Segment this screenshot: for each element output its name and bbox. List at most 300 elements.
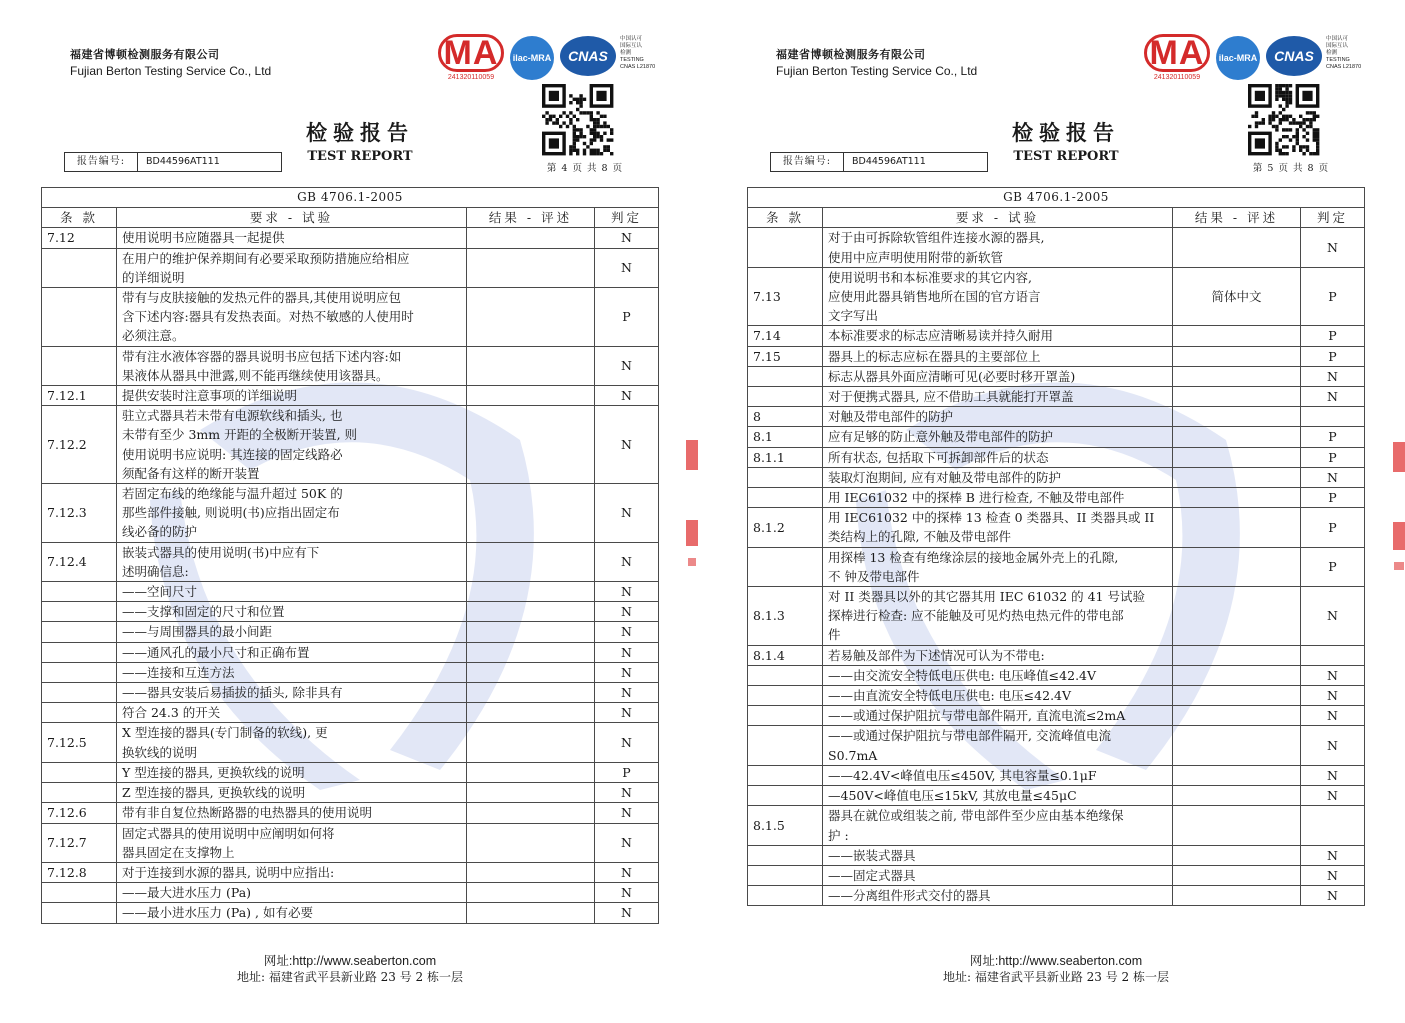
result-cell [467,703,595,723]
result-cell [467,903,595,923]
requirement-line: 对于由可拆除软管组件连接水源的器具, [828,230,1045,246]
report-title-en: TEST REPORT [1013,149,1119,164]
verdict-cell: N [595,406,659,484]
table-row [42,762,659,782]
result-cell [467,662,595,682]
verdict-cell: N [595,542,659,581]
requirement-cell [823,228,1173,267]
verdict-cell: P [1301,267,1365,326]
requirement-line: 器具固定在支撑物上 [122,844,235,860]
table-row [748,786,1365,806]
requirement-line: 件 [828,627,841,643]
clause-cell: 7.13 [748,267,823,326]
requirement-cell [117,484,467,543]
column-header: 要求 - 试验 [823,208,1173,228]
footer-url: 网址:http://www.seaberton.com [263,954,437,968]
cnas-side-line: TESTING [1326,57,1350,63]
verdict-cell: N [1301,228,1365,267]
report-number-value: BD44596AT111 [852,156,926,167]
table-row [42,582,659,602]
clause-cell [42,683,117,703]
requirement-line: 嵌装式器具的使用说明(书)中应有下 [122,544,320,560]
column-header: 结果 - 评述 [467,208,595,228]
requirement-line: S0.7mA [828,747,878,763]
requirement-line: 对 II 类器具以外的其它器其用 IEC 61032 的 41 号试验 [828,589,1145,605]
result-cell [1173,865,1301,885]
requirement-line: ——与周围器具的最小间距 [122,624,273,640]
table-row [748,407,1365,427]
requirement-cell [117,602,467,622]
requirement-line: —450V<峰值电压≤15kV, 其放电量≤45μC [828,788,1077,804]
cnas-side-line: TESTING [620,57,644,63]
qr-code-icon [542,84,618,156]
result-cell [1173,228,1301,267]
result-cell [467,683,595,703]
report-title [290,117,430,164]
table-row [42,542,659,581]
table-row [748,427,1365,447]
result-cell [1173,326,1301,346]
clause-cell: 7.12.1 [42,386,117,406]
table-row [748,645,1365,665]
verdict-cell: N [1301,387,1365,407]
verdict-cell: N [1301,765,1365,785]
column-header: 判定 [595,208,659,228]
table-row [748,665,1365,685]
company-name-cn: 福建省博顿检测服务有限公司 [776,48,926,61]
verdict-cell: N [595,823,659,862]
table-header [42,208,659,228]
requirement-line: 若易触及部件为下述情况可认为不带电: [828,647,1045,663]
requirement-line: 用探棒 13 检查有绝缘涂层的接地金属外壳上的孔隙, [828,549,1119,565]
requirement-cell [823,387,1173,407]
requirement-line: 应使用此器具销售地所在国的官方语言 [828,289,1041,305]
requirement-line: 线必备的防护 [122,524,198,540]
requirement-line: Z 型连接的器具, 更换软线的说明 [122,785,306,801]
ma-logo-icon [1144,34,1210,82]
verdict-cell: N [595,622,659,642]
clause-cell: 7.12.8 [42,862,117,882]
report-table [747,187,1365,906]
verdict-cell: P [1301,488,1365,508]
table-row [748,346,1365,366]
standard-row [748,188,1365,208]
table-row [42,883,659,903]
clause-cell: 7.12.3 [42,484,117,543]
result-cell [467,386,595,406]
ma-logo-text: MA [438,34,504,72]
requirement-line: 在用户的维护保养期间有必要采取预防措施应给相应 [122,250,410,266]
table-row [42,248,659,287]
report-page-5 [726,0,1386,1023]
requirement-line: 未带有至少 3mm 开距的全极断开装置, 则 [122,427,358,443]
qr-code-icon [1248,84,1324,156]
requirement-cell [823,407,1173,427]
result-cell [1173,587,1301,646]
requirement-line: 类结构上的孔隙, 不触及带电部件 [828,529,1011,545]
requirement-line: 使用说明书和本标准要求的其它内容, [828,269,1032,285]
verdict-cell [1301,407,1365,427]
verdict-cell: N [595,883,659,903]
clause-cell [42,582,117,602]
requirement-cell [823,765,1173,785]
clause-cell [42,662,117,682]
result-cell [1173,467,1301,487]
verdict-cell: N [1301,786,1365,806]
clause-cell: 8.1 [748,427,823,447]
requirement-line: 对触及带电部件的防护 [828,409,954,425]
requirement-cell [823,786,1173,806]
clause-cell [748,488,823,508]
requirement-line: ——最小进水压力 (Pa) , 如有必要 [122,905,313,921]
clause-cell [42,642,117,662]
cnas-side-line: CNAS L21870 [1326,64,1362,70]
result-cell [467,723,595,762]
requirement-cell [823,706,1173,726]
verdict-cell: N [1301,865,1365,885]
clause-cell [748,886,823,906]
requirement-line: ——连接和互连方法 [122,664,235,680]
requirement-line: ——由交流安全特低电压供电: 电压峰值≤42.4V [828,667,1097,683]
result-cell [1173,346,1301,366]
verdict-cell: N [595,683,659,703]
result-cell [467,883,595,903]
table-row [748,387,1365,407]
page-number: 第 4 页 共 8 页 [546,163,624,174]
report-number-value: BD44596AT111 [146,156,220,167]
result-cell [1173,665,1301,685]
requirement-cell [823,547,1173,586]
standard-code: GB 4706.1-2005 [748,188,1365,208]
ma-logo-text: MA [1144,34,1210,72]
requirement-line: 述明确信息: [122,563,189,579]
table-row [748,267,1365,326]
result-cell [467,484,595,543]
table-row [42,484,659,543]
requirement-cell [117,248,467,287]
verdict-cell: N [595,228,659,248]
result-cell [1173,706,1301,726]
ma-number: 241320110059 [1153,74,1201,81]
table-row [748,706,1365,726]
requirement-cell [117,542,467,581]
result-cell [1173,508,1301,547]
report-title [996,117,1136,164]
result-cell [1173,726,1301,765]
clause-cell: 7.12.5 [42,723,117,762]
column-header: 条 款 [42,208,117,228]
requirement-line: 果液体从器具中泄露,则不能再继续使用该器具。 [122,367,389,383]
clause-cell: 8.1.4 [748,645,823,665]
requirement-cell [117,783,467,803]
requirement-cell [823,346,1173,366]
table-row [42,602,659,622]
clause-cell [748,686,823,706]
table-header [748,208,1365,228]
requirement-line: 器具上的标志应标在器具的主要部位上 [828,348,1041,364]
requirement-line: 的详细说明 [122,269,185,285]
clause-cell [748,845,823,865]
report-page-4 [20,0,680,1023]
report-title-zh: 检验报告 [306,121,414,145]
result-cell [467,783,595,803]
verdict-cell: P [1301,326,1365,346]
cnas-side-line: 国际互认 [1326,43,1349,49]
requirement-cell [117,386,467,406]
requirement-line: ——固定式器具 [828,867,916,883]
requirement-line: 须配备有这样的断开装置 [122,465,260,481]
clause-cell [748,366,823,386]
result-cell [467,248,595,287]
requirement-line: 带有注水液体容器的器具说明书应包括下述内容:如 [122,348,402,364]
requirement-line: ——最大进水压力 (Pa) [122,885,252,901]
result-cell [1173,645,1301,665]
clause-cell: 8 [748,407,823,427]
table-row [42,803,659,823]
requirement-cell [823,686,1173,706]
clause-cell: 8.1.1 [748,447,823,467]
result-cell [1173,387,1301,407]
result-cell [467,803,595,823]
clause-cell [42,346,117,385]
clause-cell: 8.1.2 [748,508,823,547]
requirement-line: ——器具安装后易插拔的插头, 除非具有 [122,685,343,701]
result-cell [467,602,595,622]
requirement-line: 使用说明书应随器具一起提供 [122,230,285,246]
cnas-side-line: 检测 [620,50,632,56]
requirement-line: 驻立式器具若未带有电源软线和插头, 也 [122,408,343,424]
requirement-line: ——分离组件形式交付的器具 [828,888,991,904]
table-row [748,547,1365,586]
table-row [748,467,1365,487]
company-name [776,46,977,78]
clause-cell [748,665,823,685]
clause-cell [748,387,823,407]
result-cell [1173,447,1301,467]
verdict-cell: N [595,703,659,723]
requirement-cell [823,726,1173,765]
requirement-cell [823,366,1173,386]
result-cell [1173,786,1301,806]
requirement-cell [823,427,1173,447]
cnas-logo-icon: CNAS [560,36,616,76]
result-cell [467,346,595,385]
clause-cell [748,726,823,765]
requirement-line: ——或通过保护阻抗与带电部件隔开, 直流电流≤2mA [828,708,1126,724]
requirement-cell [117,228,467,248]
result-cell [1173,806,1301,845]
clause-cell [42,602,117,622]
requirement-cell [823,806,1173,845]
verdict-cell: N [1301,366,1365,386]
requirement-line: 装取灯泡期间, 应有对触及带电部件的防护 [828,469,1061,485]
result-cell [1173,366,1301,386]
table-row [748,366,1365,386]
table-row [748,447,1365,467]
requirement-cell [117,862,467,882]
table-row [748,488,1365,508]
verdict-cell: N [595,484,659,543]
requirement-cell [823,488,1173,508]
clause-cell: 7.12 [42,228,117,248]
table-row [42,683,659,703]
requirement-line: 含下述内容:器具有发热表面。对热不敏感的人使用时 [122,309,414,325]
report-number-label: 报告编号: [771,153,844,171]
column-header: 判定 [1301,208,1365,228]
result-cell [1173,488,1301,508]
seal-stamp-icon [684,430,702,580]
verdict-cell: N [1301,706,1365,726]
result-cell [467,542,595,581]
requirement-cell [823,508,1173,547]
verdict-cell: N [595,862,659,882]
requirement-cell [117,582,467,602]
clause-cell [42,248,117,287]
cnas-side-line: CNAS L21870 [620,64,656,70]
table-row [42,823,659,862]
requirement-line: 用 IEC61032 中的探棒 B 进行检查, 不触及带电部件 [828,490,1125,506]
verdict-cell: P [1301,427,1365,447]
ma-logo-icon [438,34,504,82]
requirement-cell [117,406,467,484]
company-name-en: Fujian Berton Testing Service Co., Ltd [70,64,272,78]
result-cell [467,823,595,862]
column-header: 条 款 [748,208,823,228]
requirement-line: ——由直流安全特低电压供电: 电压≤42.4V [828,688,1072,704]
result-cell: 简体中文 [1173,267,1301,326]
standard-row [42,188,659,208]
requirement-cell [117,703,467,723]
table-row [42,662,659,682]
requirement-line: 对于连接到水源的器具, 说明中应指出: [122,864,335,880]
table-row [42,386,659,406]
page-footer [20,953,680,985]
table-row [748,765,1365,785]
requirement-cell [823,587,1173,646]
clause-cell [748,706,823,726]
requirement-line: 符合 24.3 的开关 [122,705,221,721]
clause-cell [748,228,823,267]
accreditation-logos [438,34,668,86]
requirement-line: 应有足够的防止意外触及带电部件的防护 [828,429,1054,445]
requirement-cell [823,665,1173,685]
clause-cell: 7.12.6 [42,803,117,823]
table-row [748,686,1365,706]
cnas-side-line: 检测 [1326,50,1338,56]
report-number-label: 报告编号: [65,153,138,171]
table-row [748,806,1365,845]
requirement-line: 那些部件接触, 则说明(书)应指出固定布 [122,505,340,521]
table-row [42,703,659,723]
requirement-line: 对于便携式器具, 应不借助工具就能打开罩盖 [828,389,1074,405]
result-cell [467,582,595,602]
requirement-cell [117,803,467,823]
result-cell [467,642,595,662]
requirement-cell [117,762,467,782]
ilac-mra-logo-icon: ilac-MRA [1216,36,1260,80]
table-row [748,508,1365,547]
requirement-line: X 型连接的器具(专门制备的软线), 更 [122,725,328,741]
result-cell [1173,547,1301,586]
requirement-line: 换软线的说明 [122,744,198,760]
verdict-cell: P [595,762,659,782]
clause-cell [42,703,117,723]
requirement-line: ——42.4V<峰值电压≤450V, 其电容量≤0.1μF [828,767,1097,783]
requirement-cell [823,845,1173,865]
requirement-line: 带有与皮肤接触的发热元件的器具,其使用说明应包 [122,290,401,306]
verdict-cell: N [595,642,659,662]
requirement-cell [117,642,467,662]
table-row [42,288,659,347]
clause-cell [42,622,117,642]
table-row [748,886,1365,906]
cnas-logo-icon: CNAS [1266,36,1322,76]
clause-cell [42,288,117,347]
clause-cell: 7.12.2 [42,406,117,484]
requirement-cell [117,903,467,923]
verdict-cell: P [1301,447,1365,467]
clause-cell [42,883,117,903]
table-row [42,862,659,882]
verdict-cell: P [1301,508,1365,547]
verdict-cell [1301,645,1365,665]
table-row [748,845,1365,865]
cnas-side-line: 国际互认 [620,43,643,49]
table-row [748,228,1365,267]
verdict-cell: P [1301,547,1365,586]
requirement-line: Y 型连接的器具, 更换软线的说明 [122,764,305,780]
requirement-line: ——嵌装式器具 [828,847,916,863]
requirement-line: ——或通过保护阻抗与带电部件隔开, 交流峰值电流 [828,728,1111,744]
requirement-line: 标志从器具外面应清晰可见(必要时移开罩盖) [828,368,1076,384]
requirement-line: 所有状态, 包括取下可拆卸部件后的状态 [828,449,1049,465]
clause-cell [748,865,823,885]
clause-cell: 8.1.3 [748,587,823,646]
column-header: 结果 - 评述 [1173,208,1301,228]
footer-url: 网址:http://www.seaberton.com [969,954,1143,968]
clause-cell [42,762,117,782]
verdict-cell: N [595,602,659,622]
verdict-cell: N [1301,886,1365,906]
cnas-side-text [1326,36,1376,71]
verdict-cell: N [1301,467,1365,487]
clause-cell [42,783,117,803]
report-title-en: TEST REPORT [307,149,413,164]
footer-address: 地址: 福建省武平县新业路 23 号 2 栋一层 [942,970,1170,984]
table-row [42,228,659,248]
clause-cell: 7.15 [748,346,823,366]
clause-cell: 8.1.5 [748,806,823,845]
result-cell [467,622,595,642]
requirement-line: ——支撑和固定的尺寸和位置 [122,604,285,620]
requirement-cell [117,662,467,682]
seal-stamp-icon [1390,430,1405,580]
requirement-cell [117,346,467,385]
table-row [748,726,1365,765]
requirement-cell [823,467,1173,487]
column-header: 要求 - 试验 [117,208,467,228]
clause-cell [748,786,823,806]
verdict-cell [1301,806,1365,845]
result-cell [467,288,595,347]
standard-code: GB 4706.1-2005 [42,188,659,208]
result-cell [1173,427,1301,447]
cnas-side-line: 中国认可 [1326,36,1349,42]
requirement-cell [117,622,467,642]
clause-cell [748,547,823,586]
requirement-line: 必须注意。 [122,328,185,344]
requirement-line: 器具在就位或组装之前, 带电部件至少应由基本绝缘保 [828,808,1124,824]
